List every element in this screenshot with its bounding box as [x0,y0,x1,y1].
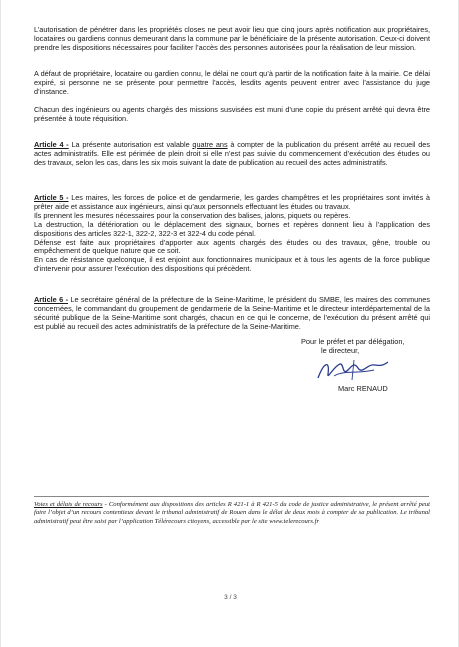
article-5-line: Ils prennent les mesures nécessaires pour la conservation des balises, jalons, piquets ou repères. [34,210,351,220]
signature-title: le directeur, [321,346,360,355]
article-5-line: En cas de résistance quelconque, il est enjoint aux fonctionnaires municipaux et à tous les agents de la force publique d’intervenir pour assurer l’exécution des dispositions qui précèdent. [34,255,430,274]
article-4 [34,141,430,168]
paragraph-copy-order [34,106,430,124]
signature-delegation: Pour le préfet et par délégation, [301,337,405,346]
article-4-text-rest: à compter de la publication du présent arrêté au recueil des actes administratifs. Elle est périmée de plein droit si elle n’est pas suivie du commencement d’exécution des études ou des travaux, selon les cas, dans les six mois suivant la date de publication au recueil des actes administratifs. [34,140,430,167]
paragraph-notification [34,26,430,53]
paragraph-default-owner [34,70,430,97]
appeal-notice [34,501,430,526]
paragraph-text: Chacun des ingénieurs ou agents chargés des missions susvisées est muni d’une copie du présent arrêté qui devra être présentée à toute réquisition. [34,105,430,123]
article-4-duration: quatre ans [192,140,228,149]
handwritten-signature [314,356,394,386]
paragraph-text: L’autorisation de pénétrer dans les propriétés closes ne peut avoir lieu que cinq jours après notification aux propriétaires, locataires ou gardiens connus demeurant dans la commune par le bénéficiaire de la présente autorisation. Ceux-ci doivent prendre les dispositions nécessaires pour faciliter l’accès des personnes autorisées pour la réalisation de leur mission. [34,25,430,52]
footer-divider [34,496,429,497]
article-4-label: Article 4 - [34,140,69,149]
article-5-line: Défense est faite aux propriétaires d’apporter aux agents chargés des études ou des travaux, gêne, trouble ou empêchement de quelque nature que ce soit. [34,237,430,256]
page-number: 3 / 3 [224,594,237,601]
article-6-label: Article 6 - [34,295,68,304]
article-5 [34,194,430,274]
article-5-line: La destruction, la détérioration ou le déplacement des signaux, bornes et repères donnent lieu à l’application des dispositions des articles 322-1, 322-2, 322-3 et 322-4 du code pénal. [34,219,430,238]
paragraph-text: A défaut de propriétaire, locataire ou gardien connu, le délai ne court qu’à partir de la notification faite à la mairie. Ce délai expiré, si personne ne se présente pour permettre l’accès, lesdits agents peuvent entrer avec l’assistance du juge d’instance. [34,69,430,96]
article-5-label: Article 5 - [34,193,69,202]
appeal-notice-text: - Conformément aux dispositions des articles R 421-1 à R 421-5 du code de justice administrative, le présent arrêté peut faire l’objet d’un recours contentieux devant le tribunal administratif de Rouen dans le délai de deux mois à compter de sa publication. Le tribunal administratif peut être saisi par l’application Télérecours citoyens, accessible par le site www.telerecours.fr [34,501,430,525]
article-5-text: Les maires, les forces de police et de gendarmerie, les gardes champêtres et les propriétaires sont invités à prêter aide et assistance aux ingénieurs, ainsi qu’aux personnels effectuant les études ou travaux. [34,193,430,211]
signature-block [301,337,451,355]
appeal-notice-label: Voies et délais de recours [34,501,103,508]
article-6 [34,296,430,332]
signatory-name: Marc RENAUD [338,384,388,393]
article-4-text: La présente autorisation est valable [68,140,193,149]
article-6-text: Le secrétaire général de la préfecture de la Seine-Maritime, le président du SMBE, les maires des communes concernées, le commandant du groupement de gendarmerie de la Seine-Maritime et le directeur interdépartemental de la sécurité publique de la Seine-Maritime sont chargés, chacun en ce qui le concerne, de l’exécution du présent arrêté qui est publié au recueil des actes administratifs de la préfecture de la Seine-Maritime. [34,295,430,331]
